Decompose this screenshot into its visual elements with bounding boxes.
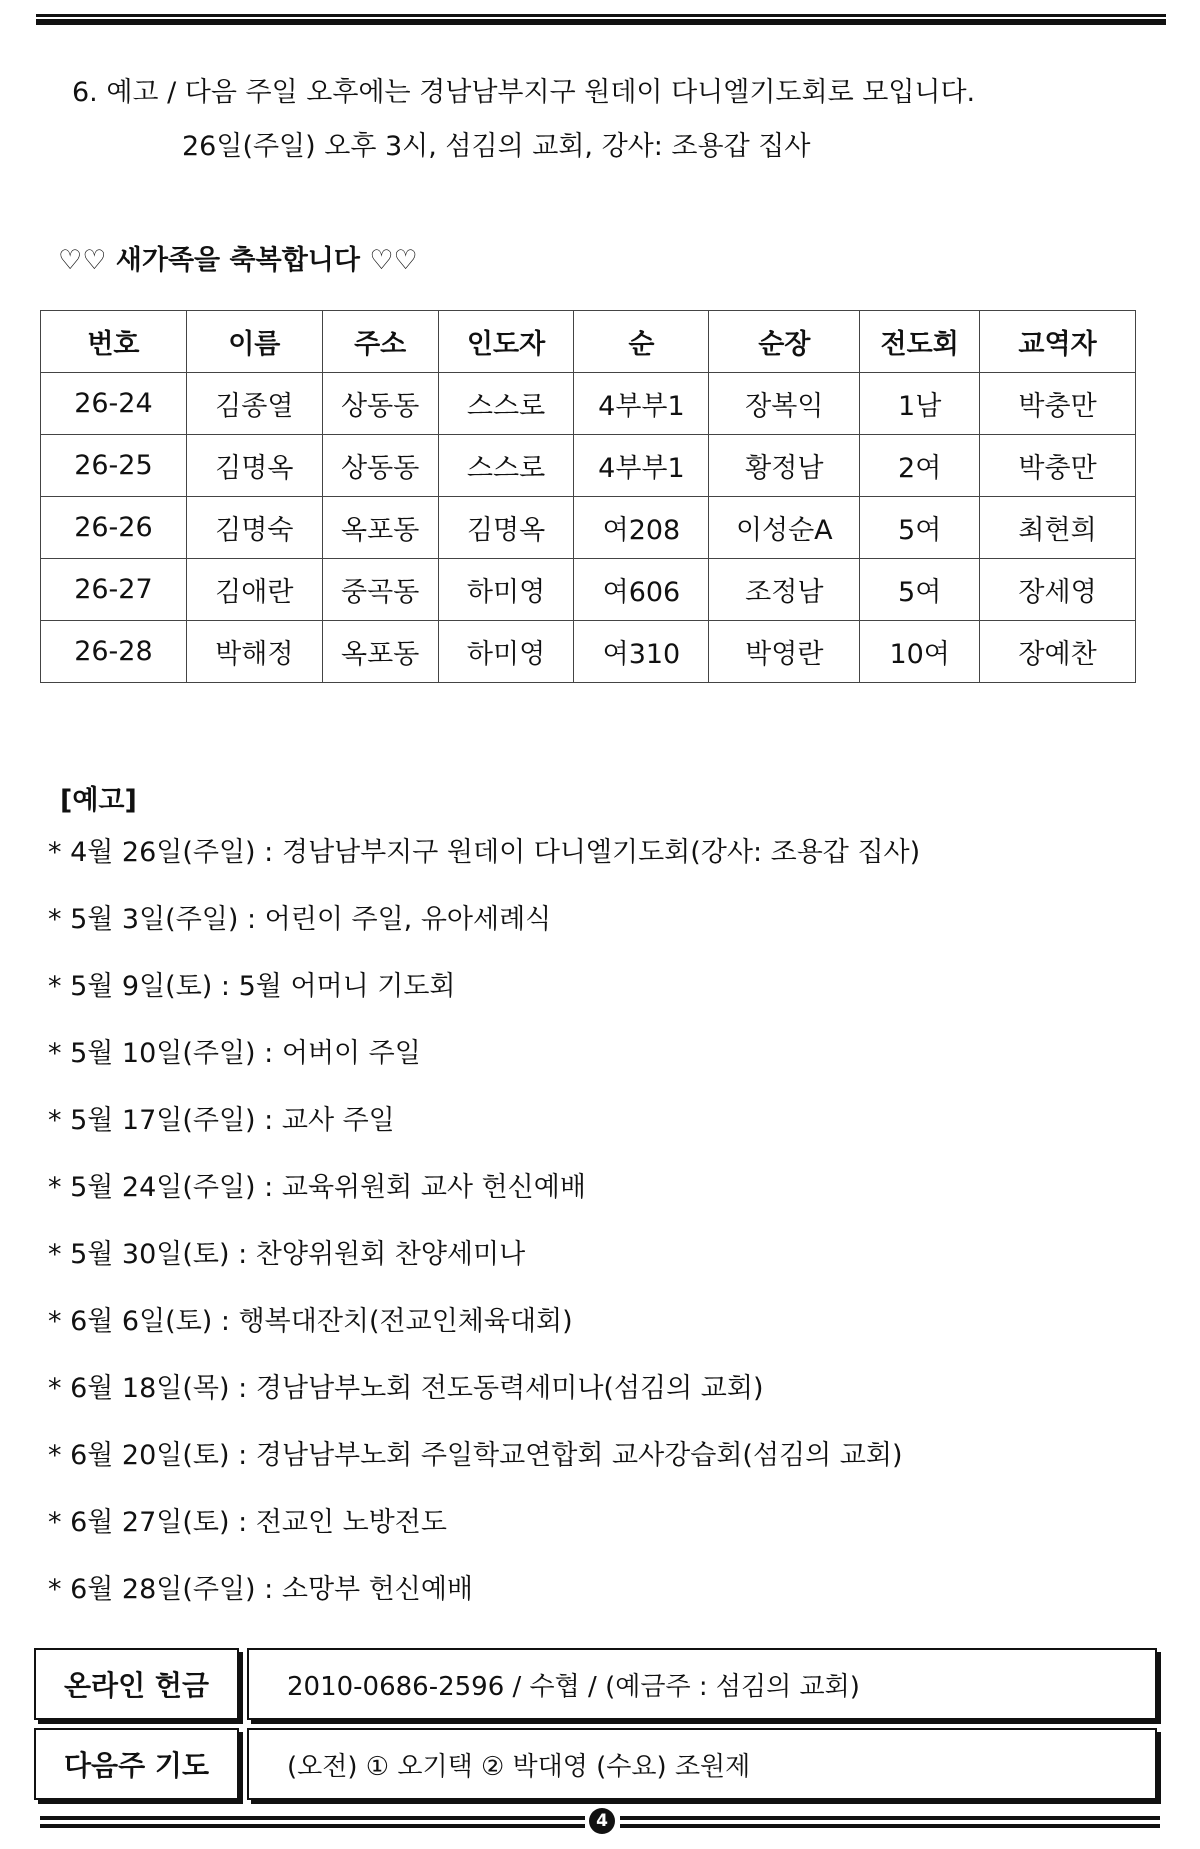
cell-pastor: 최현희 — [980, 497, 1136, 559]
cell-name: 김애란 — [186, 559, 322, 621]
cell-group: 4부부1 — [574, 435, 709, 497]
cell-group-leader: 황정남 — [709, 435, 860, 497]
cell-guide: 김명옥 — [438, 497, 574, 559]
cell-group: 여208 — [574, 497, 709, 559]
cell-group-leader: 장복익 — [709, 373, 860, 435]
list-item: * 5월 24일(주일) : 교육위원회 교사 헌신예배 — [48, 1172, 586, 1203]
list-item: * 6월 27일(토) : 전교인 노방전도 — [48, 1507, 447, 1538]
list-item: * 6월 6일(토) : 행복대잔치(전교인체육대회) — [48, 1306, 573, 1337]
cell-name: 박해정 — [186, 621, 322, 683]
cell-guide: 스스로 — [438, 435, 574, 497]
list-item: * 5월 3일(주일) : 어린이 주일, 유아세례식 — [48, 904, 552, 935]
notice-line-2: 26일(주일) 오후 3시, 섬김의 교회, 강사: 조용갑 집사 — [182, 131, 811, 162]
list-item: * 6월 20일(토) : 경남남부노회 주일학교연합회 교사강습회(섬김의 교회) — [48, 1440, 903, 1471]
cell-group-leader: 박영란 — [709, 621, 860, 683]
top-double-rule — [36, 14, 1166, 25]
cell-pastor: 장예찬 — [980, 621, 1136, 683]
cell-mission-society: 1남 — [860, 373, 980, 435]
cell-mission-society: 10여 — [860, 621, 980, 683]
table-row — [41, 559, 1136, 621]
new-family-table — [40, 310, 1136, 683]
table-row — [41, 621, 1136, 683]
cell-address: 상동동 — [322, 435, 438, 497]
cell-mission-society: 5여 — [860, 497, 980, 559]
list-item: * 5월 10일(주일) : 어버이 주일 — [48, 1038, 421, 1069]
list-item: * 5월 9일(토) : 5월 어머니 기도회 — [48, 971, 456, 1002]
cell-guide: 하미영 — [438, 559, 574, 621]
header-guide: 인도자 — [438, 311, 574, 373]
cell-group: 여606 — [574, 559, 709, 621]
table-row — [41, 373, 1136, 435]
cell-guide: 하미영 — [438, 621, 574, 683]
cell-number: 26-24 — [41, 373, 187, 435]
table-header-row — [41, 311, 1136, 373]
list-item: * 4월 26일(주일) : 경남남부지구 원데이 다니엘기도회(강사: 조용갑 집사) — [48, 837, 921, 868]
bottom-rule-right — [620, 1816, 1160, 1828]
cell-number: 26-28 — [41, 621, 187, 683]
cell-mission-society: 2여 — [860, 435, 980, 497]
table-row — [41, 435, 1136, 497]
header-address: 주소 — [322, 311, 438, 373]
cell-number: 26-26 — [41, 497, 187, 559]
cell-group: 여310 — [574, 621, 709, 683]
page-number-badge: 4 — [589, 1808, 615, 1834]
cell-group-leader: 이성순A — [709, 497, 860, 559]
cell-group: 4부부1 — [574, 373, 709, 435]
cell-address: 옥포동 — [322, 621, 438, 683]
cell-pastor: 박충만 — [980, 435, 1136, 497]
list-item: * 6월 28일(주일) : 소망부 헌신예배 — [48, 1574, 474, 1605]
cell-name: 김명숙 — [186, 497, 322, 559]
schedule-title: [예고] — [60, 785, 137, 816]
next-week-prayer-value: (오전) ① 오기택 ② 박대영 (수요) 조원제 — [247, 1728, 1157, 1800]
online-offering-label: 온라인 헌금 — [34, 1648, 239, 1720]
header-number: 번호 — [41, 311, 187, 373]
online-offering-account: 2010-0686-2596 / 수협 / (예금주 : 섬김의 교회) — [247, 1648, 1157, 1720]
cell-address: 중곡동 — [322, 559, 438, 621]
cell-number: 26-27 — [41, 559, 187, 621]
header-group: 순 — [574, 311, 709, 373]
bottom-rule-left — [40, 1816, 585, 1828]
header-name: 이름 — [186, 311, 322, 373]
schedule-list — [48, 835, 920, 1639]
cell-pastor: 박충만 — [980, 373, 1136, 435]
list-item: * 5월 17일(주일) : 교사 주일 — [48, 1105, 395, 1136]
cell-address: 옥포동 — [322, 497, 438, 559]
cell-group-leader: 조정남 — [709, 559, 860, 621]
cell-number: 26-25 — [41, 435, 187, 497]
cell-guide: 스스로 — [438, 373, 574, 435]
header-pastor: 교역자 — [980, 311, 1136, 373]
next-week-prayer-label: 다음주 기도 — [34, 1728, 239, 1800]
list-item: * 6월 18일(목) : 경남남부노회 전도동력세미나(섬김의 교회) — [48, 1373, 764, 1404]
header-mission-society: 전도회 — [860, 311, 980, 373]
table-row — [41, 497, 1136, 559]
cell-name: 김명옥 — [186, 435, 322, 497]
cell-name: 김종열 — [186, 373, 322, 435]
list-item: * 5월 30일(토) : 찬양위원회 찬양세미나 — [48, 1239, 526, 1270]
cell-pastor: 장세영 — [980, 559, 1136, 621]
cell-address: 상동동 — [322, 373, 438, 435]
header-group-leader: 순장 — [709, 311, 860, 373]
notice-line-1: 6. 예고 / 다음 주일 오후에는 경남남부지구 원데이 다니엘기도회로 모입니다. — [72, 77, 976, 108]
cell-mission-society: 5여 — [860, 559, 980, 621]
new-family-title: ♡♡ 새가족을 축복합니다 ♡♡ — [58, 245, 418, 276]
